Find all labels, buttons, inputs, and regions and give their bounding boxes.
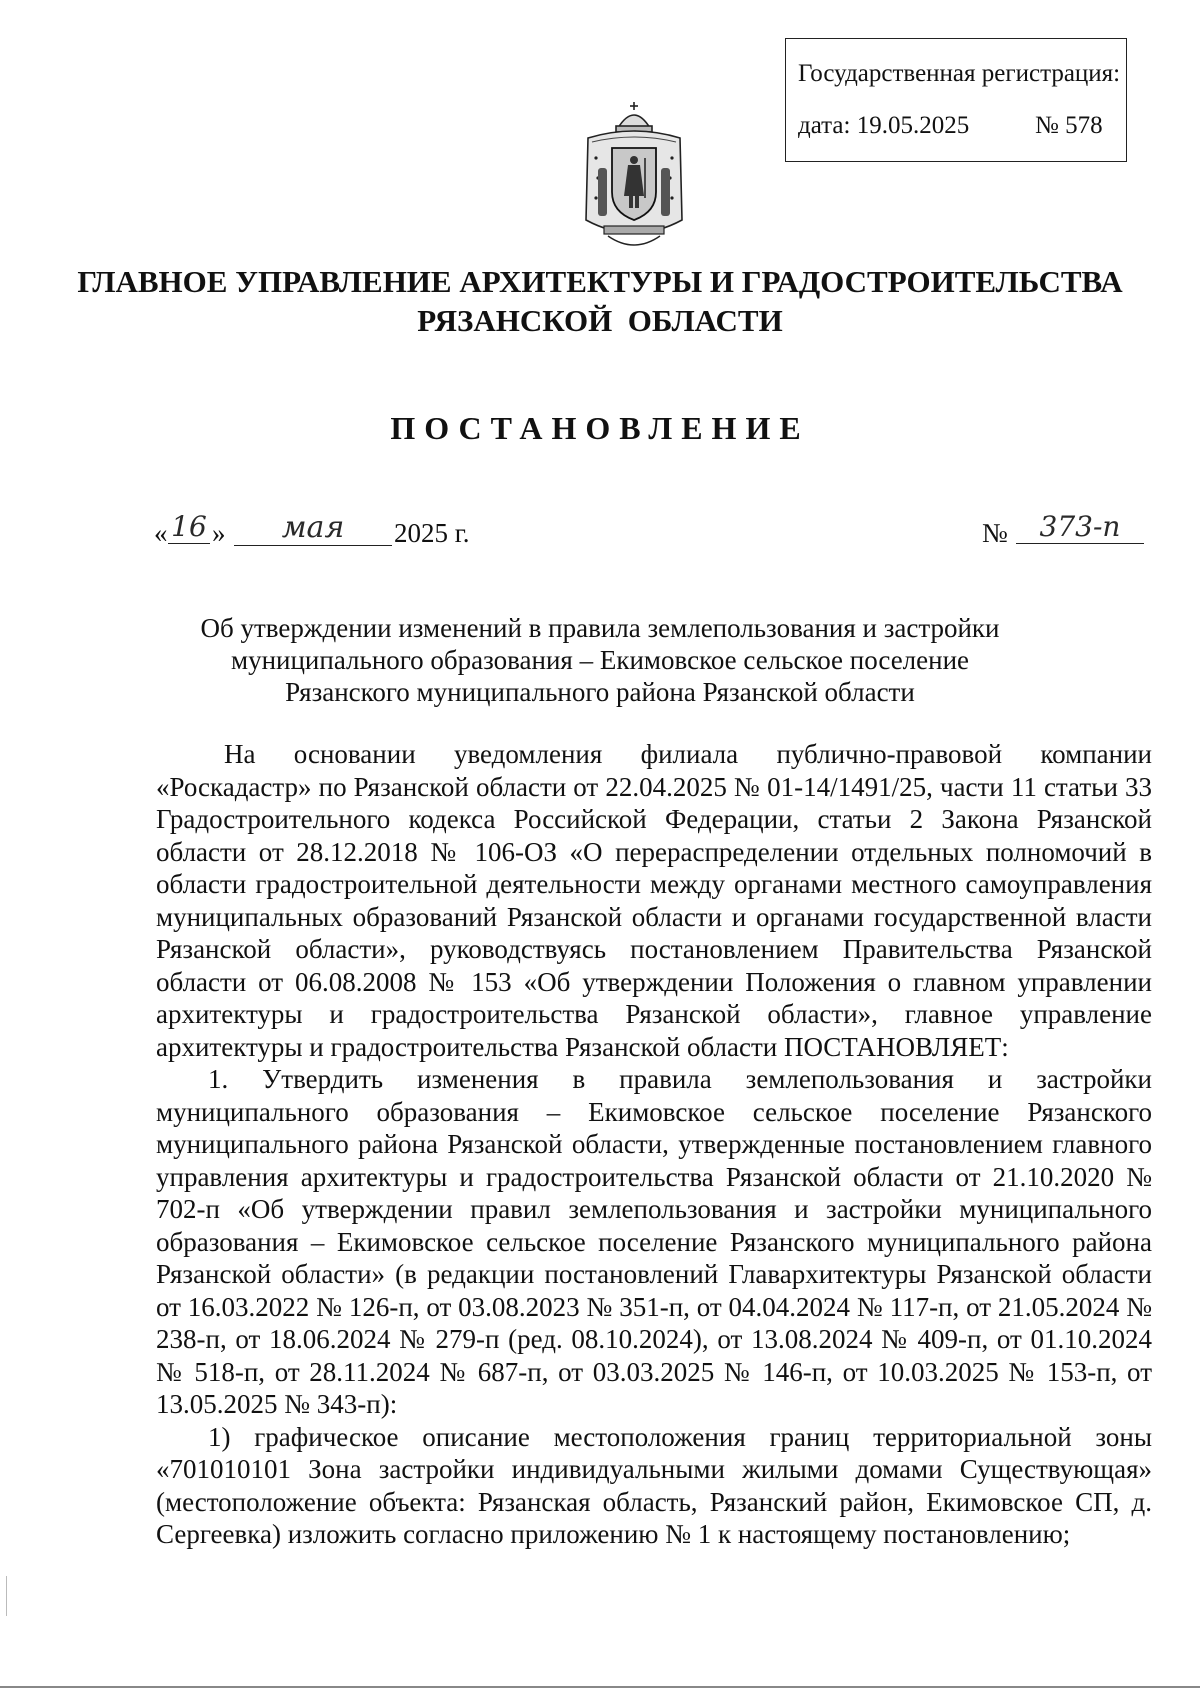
registration-date: дата: 19.05.2025 <box>798 112 970 139</box>
document-body <box>156 738 1152 1551</box>
preamble-paragraph: На основании уведомления филиала публично-правовой компании «Роскадастр» по Рязанской области от 22.04.2025 № 01-14/1491/25, части 11 статьи 33 Градостроительного кодекса Российской Федерации, статьи 2 Закона Рязанской области от 28.12.2018 № 106-ОЗ «О перераспределении отдельных полномочий в области градостроительной деятельности между органами местного самоуправления муниципальных образований Рязанской области и органами государственной власти Рязанской области», руководствуясь постановлением Правительства Рязанской области от 06.08.2008 № 153 «Об утверждении Положения о главном управлении архитектуры и градостроительства Рязанской области», главное управление архитектуры и градостроительства Рязанской области ПОСТАНОВЛЯЕТ: <box>156 739 1152 1062</box>
org-line-2: РЯЗАНСКОЙ ОБЛАСТИ <box>417 303 783 338</box>
scan-artifact <box>6 1576 7 1616</box>
document-type: ПОСТАНОВЛЕНИЕ <box>390 410 810 446</box>
registration-number: № 578 <box>1035 112 1103 139</box>
registration-title: Государственная регистрация: <box>798 60 1121 87</box>
registration-stamp <box>785 38 1127 162</box>
org-line-1: ГЛАВНОЕ УПРАВЛЕНИЕ АРХИТЕКТУРЫ И ГРАДОСТРОИТЕЛЬСТВА <box>77 264 1123 299</box>
subject-line-3: Рязанского муниципального района Рязанской области <box>285 677 915 707</box>
date-number-row <box>154 510 1144 560</box>
quote-close: » <box>212 518 226 548</box>
quote-open: « <box>154 518 168 548</box>
handwritten-month: мая <box>234 510 392 546</box>
item-1-paragraph: 1. Утвердить изменения в правила землепользования и застройки муниципального образования – Екимовское сельское поселение Рязанского муниципального района Рязанской области, утвержденные постановлением главного управления архитектуры и градостроительства Рязанской области от 21.10.2020 № 702-п «Об утверждении правил землепользования и застройки муниципального образования – Екимовское сельское поселение Рязанского муниципального района Рязанской области» (в редакции постановлений Главархитектуры Рязанской области от 16.03.2022 № 126-п, от 03.08.2023 № 351-п, от 04.04.2024 № 117-п, от 21.05.2024 № 238-п, от 18.06.2024 № 279-п (ред. 08.10.2024), от 13.08.2024 № 409-п, от 01.10.2024 № 518-п, от 28.11.2024 № 687-п, от 03.03.2025 № 146-п, от 10.03.2025 № 153-п, от 13.05.2025 № 343-п): <box>156 1064 1152 1419</box>
document-subject <box>140 612 1060 708</box>
page-bottom-edge <box>0 1686 1200 1688</box>
handwritten-day: 16 <box>168 510 210 544</box>
handwritten-number: 373-п <box>1016 510 1144 544</box>
ryazan-coat-of-arms-icon <box>578 98 690 258</box>
document-year: 2025 г. <box>394 518 470 548</box>
organization-name <box>0 262 1200 340</box>
subject-line-2: муниципального образования – Екимовское сельское поселение <box>230 645 970 675</box>
subitem-1-paragraph: 1) графическое описание местоположения границ территориальной зоны «701010101 Зона застройки индивидуальными жилыми домами Существующая» (местоположение объекта: Рязанская область, Рязанский район, Екимовское СП, д. Сергеевка) изложить согласно приложению № 1 к настоящему постановлению; <box>156 1421 1152 1549</box>
subject-line-1: Об утверждении изменений в правила землепользования и застройки <box>200 613 1000 643</box>
number-sign: № <box>982 518 1008 548</box>
